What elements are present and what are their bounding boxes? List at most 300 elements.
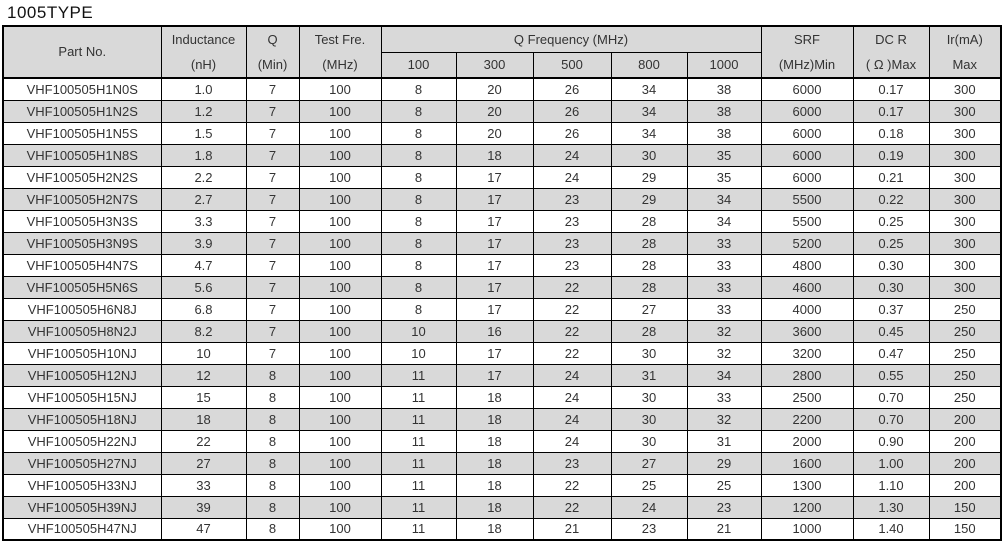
value-cell: 17 bbox=[456, 210, 533, 232]
value-cell: 1600 bbox=[761, 452, 853, 474]
table-row bbox=[3, 166, 1001, 188]
part-no-cell: VHF100505H8N2J bbox=[3, 320, 161, 342]
col-header-dcr-line1: DC R bbox=[875, 31, 907, 47]
value-cell: 7 bbox=[246, 122, 299, 144]
value-cell: 100 bbox=[299, 144, 381, 166]
value-cell: 23 bbox=[533, 254, 611, 276]
part-no-cell: VHF100505H12NJ bbox=[3, 364, 161, 386]
value-cell: 11 bbox=[381, 364, 456, 386]
value-cell: 7 bbox=[246, 276, 299, 298]
value-cell: 100 bbox=[299, 452, 381, 474]
col-header-srf-line2: (MHz)Min bbox=[778, 56, 836, 72]
value-cell: 11 bbox=[381, 496, 456, 518]
value-cell: 1.5 bbox=[161, 122, 246, 144]
value-cell: 0.17 bbox=[853, 78, 929, 100]
value-cell: 250 bbox=[929, 364, 1001, 386]
value-cell: 20 bbox=[456, 100, 533, 122]
value-cell: 17 bbox=[456, 364, 533, 386]
col-header-freq-800: 800 bbox=[611, 52, 687, 78]
value-cell: 11 bbox=[381, 518, 456, 540]
value-cell: 24 bbox=[533, 166, 611, 188]
part-no-cell: VHF100505H33NJ bbox=[3, 474, 161, 496]
value-cell: 150 bbox=[929, 496, 1001, 518]
value-cell: 150 bbox=[929, 518, 1001, 540]
value-cell: 100 bbox=[299, 408, 381, 430]
value-cell: 1.2 bbox=[161, 100, 246, 122]
table-row bbox=[3, 452, 1001, 474]
value-cell: 30 bbox=[611, 386, 687, 408]
value-cell: 23 bbox=[687, 496, 761, 518]
table-row bbox=[3, 188, 1001, 210]
value-cell: 16 bbox=[456, 320, 533, 342]
value-cell: 1.30 bbox=[853, 496, 929, 518]
value-cell: 20 bbox=[456, 122, 533, 144]
value-cell: 3.3 bbox=[161, 210, 246, 232]
value-cell: 100 bbox=[299, 518, 381, 540]
value-cell: 18 bbox=[456, 408, 533, 430]
value-cell: 8 bbox=[381, 276, 456, 298]
value-cell: 28 bbox=[611, 320, 687, 342]
value-cell: 100 bbox=[299, 188, 381, 210]
header-row-top bbox=[3, 26, 1001, 52]
value-cell: 8.2 bbox=[161, 320, 246, 342]
table-header bbox=[3, 26, 1001, 78]
value-cell: 23 bbox=[533, 232, 611, 254]
value-cell: 27 bbox=[161, 452, 246, 474]
value-cell: 38 bbox=[687, 78, 761, 100]
value-cell: 33 bbox=[161, 474, 246, 496]
value-cell: 100 bbox=[299, 276, 381, 298]
value-cell: 22 bbox=[533, 474, 611, 496]
value-cell: 300 bbox=[929, 78, 1001, 100]
table-row bbox=[3, 276, 1001, 298]
value-cell: 20 bbox=[456, 78, 533, 100]
value-cell: 27 bbox=[611, 452, 687, 474]
value-cell: 0.47 bbox=[853, 342, 929, 364]
table-row bbox=[3, 342, 1001, 364]
value-cell: 300 bbox=[929, 166, 1001, 188]
part-no-cell: VHF100505H22NJ bbox=[3, 430, 161, 452]
value-cell: 250 bbox=[929, 342, 1001, 364]
value-cell: 8 bbox=[381, 210, 456, 232]
value-cell: 21 bbox=[687, 518, 761, 540]
table-row bbox=[3, 518, 1001, 540]
part-no-cell: VHF100505H1N2S bbox=[3, 100, 161, 122]
value-cell: 2.7 bbox=[161, 188, 246, 210]
value-cell: 11 bbox=[381, 386, 456, 408]
value-cell: 4.7 bbox=[161, 254, 246, 276]
part-no-cell: VHF100505H39NJ bbox=[3, 496, 161, 518]
col-header-srf-line1: SRF bbox=[794, 31, 820, 47]
value-cell: 30 bbox=[611, 408, 687, 430]
value-cell: 33 bbox=[687, 298, 761, 320]
value-cell: 32 bbox=[687, 320, 761, 342]
value-cell: 8 bbox=[381, 166, 456, 188]
value-cell: 0.45 bbox=[853, 320, 929, 342]
value-cell: 200 bbox=[929, 408, 1001, 430]
col-header-freq-1000: 1000 bbox=[687, 52, 761, 78]
table-row bbox=[3, 122, 1001, 144]
value-cell: 300 bbox=[929, 188, 1001, 210]
value-cell: 32 bbox=[687, 408, 761, 430]
value-cell: 0.55 bbox=[853, 364, 929, 386]
value-cell: 33 bbox=[687, 276, 761, 298]
table-row bbox=[3, 254, 1001, 276]
col-header-test-fre-line2: (MHz) bbox=[322, 56, 358, 72]
value-cell: 6000 bbox=[761, 78, 853, 100]
col-header-q-frequency-group: Q Frequency (MHz) bbox=[381, 26, 761, 52]
value-cell: 100 bbox=[299, 496, 381, 518]
value-cell: 32 bbox=[687, 342, 761, 364]
value-cell: 0.17 bbox=[853, 100, 929, 122]
value-cell: 11 bbox=[381, 430, 456, 452]
table-row bbox=[3, 386, 1001, 408]
value-cell: 250 bbox=[929, 386, 1001, 408]
value-cell: 1.40 bbox=[853, 518, 929, 540]
value-cell: 8 bbox=[246, 474, 299, 496]
value-cell: 3200 bbox=[761, 342, 853, 364]
value-cell: 100 bbox=[299, 320, 381, 342]
value-cell: 100 bbox=[299, 78, 381, 100]
value-cell: 34 bbox=[687, 188, 761, 210]
value-cell: 0.70 bbox=[853, 408, 929, 430]
value-cell: 100 bbox=[299, 166, 381, 188]
table-row bbox=[3, 144, 1001, 166]
value-cell: 17 bbox=[456, 166, 533, 188]
value-cell: 7 bbox=[246, 298, 299, 320]
table-row bbox=[3, 364, 1001, 386]
value-cell: 2.2 bbox=[161, 166, 246, 188]
value-cell: 18 bbox=[456, 452, 533, 474]
value-cell: 17 bbox=[456, 188, 533, 210]
value-cell: 0.22 bbox=[853, 188, 929, 210]
value-cell: 1200 bbox=[761, 496, 853, 518]
part-no-cell: VHF100505H5N6S bbox=[3, 276, 161, 298]
value-cell: 8 bbox=[246, 430, 299, 452]
value-cell: 0.19 bbox=[853, 144, 929, 166]
col-header-srf bbox=[761, 26, 853, 78]
value-cell: 300 bbox=[929, 144, 1001, 166]
value-cell: 8 bbox=[381, 100, 456, 122]
value-cell: 4000 bbox=[761, 298, 853, 320]
value-cell: 25 bbox=[611, 474, 687, 496]
spec-table bbox=[2, 25, 1002, 541]
value-cell: 6000 bbox=[761, 122, 853, 144]
value-cell: 17 bbox=[456, 232, 533, 254]
value-cell: 22 bbox=[161, 430, 246, 452]
value-cell: 6000 bbox=[761, 144, 853, 166]
value-cell: 8 bbox=[381, 232, 456, 254]
part-no-cell: VHF100505H1N8S bbox=[3, 144, 161, 166]
part-no-cell: VHF100505H15NJ bbox=[3, 386, 161, 408]
value-cell: 24 bbox=[533, 408, 611, 430]
value-cell: 250 bbox=[929, 320, 1001, 342]
value-cell: 28 bbox=[611, 254, 687, 276]
value-cell: 35 bbox=[687, 166, 761, 188]
value-cell: 24 bbox=[533, 386, 611, 408]
value-cell: 300 bbox=[929, 122, 1001, 144]
col-header-ir-line1: Ir(mA) bbox=[946, 31, 983, 47]
value-cell: 250 bbox=[929, 298, 1001, 320]
value-cell: 29 bbox=[687, 452, 761, 474]
value-cell: 39 bbox=[161, 496, 246, 518]
table-row bbox=[3, 474, 1001, 496]
value-cell: 1.0 bbox=[161, 78, 246, 100]
value-cell: 5200 bbox=[761, 232, 853, 254]
col-header-inductance bbox=[161, 26, 246, 78]
value-cell: 23 bbox=[533, 188, 611, 210]
value-cell: 24 bbox=[533, 430, 611, 452]
value-cell: 28 bbox=[611, 276, 687, 298]
part-no-cell: VHF100505H6N8J bbox=[3, 298, 161, 320]
part-no-cell: VHF100505H27NJ bbox=[3, 452, 161, 474]
value-cell: 22 bbox=[533, 276, 611, 298]
value-cell: 7 bbox=[246, 320, 299, 342]
value-cell: 18 bbox=[456, 386, 533, 408]
value-cell: 10 bbox=[381, 320, 456, 342]
value-cell: 47 bbox=[161, 518, 246, 540]
value-cell: 34 bbox=[687, 210, 761, 232]
value-cell: 7 bbox=[246, 232, 299, 254]
value-cell: 300 bbox=[929, 276, 1001, 298]
value-cell: 31 bbox=[687, 430, 761, 452]
col-header-freq-100: 100 bbox=[381, 52, 456, 78]
value-cell: 8 bbox=[381, 78, 456, 100]
value-cell: 2500 bbox=[761, 386, 853, 408]
value-cell: 18 bbox=[161, 408, 246, 430]
value-cell: 23 bbox=[611, 518, 687, 540]
col-header-q-min-line1: Q bbox=[267, 31, 278, 47]
value-cell: 3.9 bbox=[161, 232, 246, 254]
value-cell: 4800 bbox=[761, 254, 853, 276]
value-cell: 30 bbox=[611, 430, 687, 452]
value-cell: 23 bbox=[533, 210, 611, 232]
value-cell: 30 bbox=[611, 342, 687, 364]
value-cell: 0.37 bbox=[853, 298, 929, 320]
part-no-cell: VHF100505H47NJ bbox=[3, 518, 161, 540]
value-cell: 0.70 bbox=[853, 386, 929, 408]
value-cell: 100 bbox=[299, 210, 381, 232]
value-cell: 22 bbox=[533, 298, 611, 320]
table-row bbox=[3, 408, 1001, 430]
value-cell: 3600 bbox=[761, 320, 853, 342]
value-cell: 300 bbox=[929, 254, 1001, 276]
value-cell: 11 bbox=[381, 408, 456, 430]
value-cell: 1.10 bbox=[853, 474, 929, 496]
value-cell: 8 bbox=[381, 122, 456, 144]
col-header-part-no bbox=[3, 26, 161, 78]
value-cell: 300 bbox=[929, 210, 1001, 232]
value-cell: 5.6 bbox=[161, 276, 246, 298]
table-row bbox=[3, 298, 1001, 320]
value-cell: 5500 bbox=[761, 188, 853, 210]
table-row bbox=[3, 100, 1001, 122]
value-cell: 10 bbox=[161, 342, 246, 364]
value-cell: 7 bbox=[246, 210, 299, 232]
value-cell: 100 bbox=[299, 100, 381, 122]
value-cell: 1.8 bbox=[161, 144, 246, 166]
value-cell: 22 bbox=[533, 496, 611, 518]
value-cell: 38 bbox=[687, 122, 761, 144]
table-row bbox=[3, 78, 1001, 100]
value-cell: 21 bbox=[533, 518, 611, 540]
value-cell: 0.21 bbox=[853, 166, 929, 188]
value-cell: 7 bbox=[246, 100, 299, 122]
value-cell: 34 bbox=[611, 78, 687, 100]
value-cell: 300 bbox=[929, 100, 1001, 122]
value-cell: 18 bbox=[456, 518, 533, 540]
value-cell: 0.25 bbox=[853, 210, 929, 232]
value-cell: 1.00 bbox=[853, 452, 929, 474]
value-cell: 22 bbox=[533, 342, 611, 364]
value-cell: 28 bbox=[611, 210, 687, 232]
value-cell: 30 bbox=[611, 144, 687, 166]
table-body bbox=[3, 78, 1001, 540]
col-header-freq-300: 300 bbox=[456, 52, 533, 78]
value-cell: 23 bbox=[533, 452, 611, 474]
value-cell: 2200 bbox=[761, 408, 853, 430]
col-header-q-min-line2: (Min) bbox=[257, 56, 288, 72]
table-row bbox=[3, 320, 1001, 342]
value-cell: 34 bbox=[687, 364, 761, 386]
value-cell: 7 bbox=[246, 78, 299, 100]
value-cell: 0.25 bbox=[853, 232, 929, 254]
part-no-cell: VHF100505H10NJ bbox=[3, 342, 161, 364]
value-cell: 35 bbox=[687, 144, 761, 166]
table-row bbox=[3, 496, 1001, 518]
value-cell: 34 bbox=[611, 122, 687, 144]
value-cell: 26 bbox=[533, 122, 611, 144]
value-cell: 29 bbox=[611, 188, 687, 210]
value-cell: 8 bbox=[381, 188, 456, 210]
col-header-inductance-line2: (nH) bbox=[190, 56, 217, 72]
value-cell: 18 bbox=[456, 144, 533, 166]
value-cell: 0.90 bbox=[853, 430, 929, 452]
value-cell: 8 bbox=[246, 518, 299, 540]
value-cell: 10 bbox=[381, 342, 456, 364]
value-cell: 18 bbox=[456, 474, 533, 496]
value-cell: 12 bbox=[161, 364, 246, 386]
value-cell: 100 bbox=[299, 474, 381, 496]
value-cell: 7 bbox=[246, 342, 299, 364]
value-cell: 2000 bbox=[761, 430, 853, 452]
value-cell: 100 bbox=[299, 386, 381, 408]
value-cell: 300 bbox=[929, 232, 1001, 254]
value-cell: 8 bbox=[246, 452, 299, 474]
value-cell: 0.30 bbox=[853, 254, 929, 276]
part-no-cell: VHF100505H3N9S bbox=[3, 232, 161, 254]
value-cell: 27 bbox=[611, 298, 687, 320]
value-cell: 200 bbox=[929, 430, 1001, 452]
value-cell: 22 bbox=[533, 320, 611, 342]
part-no-cell: VHF100505H1N0S bbox=[3, 78, 161, 100]
value-cell: 200 bbox=[929, 452, 1001, 474]
value-cell: 17 bbox=[456, 254, 533, 276]
value-cell: 0.30 bbox=[853, 276, 929, 298]
value-cell: 33 bbox=[687, 254, 761, 276]
value-cell: 8 bbox=[246, 364, 299, 386]
value-cell: 8 bbox=[246, 496, 299, 518]
value-cell: 8 bbox=[381, 144, 456, 166]
value-cell: 15 bbox=[161, 386, 246, 408]
value-cell: 11 bbox=[381, 474, 456, 496]
value-cell: 100 bbox=[299, 298, 381, 320]
value-cell: 25 bbox=[687, 474, 761, 496]
value-cell: 4600 bbox=[761, 276, 853, 298]
value-cell: 18 bbox=[456, 430, 533, 452]
table-row bbox=[3, 430, 1001, 452]
part-no-cell: VHF100505H2N2S bbox=[3, 166, 161, 188]
value-cell: 29 bbox=[611, 166, 687, 188]
value-cell: 100 bbox=[299, 342, 381, 364]
value-cell: 31 bbox=[611, 364, 687, 386]
value-cell: 28 bbox=[611, 232, 687, 254]
value-cell: 34 bbox=[611, 100, 687, 122]
value-cell: 1000 bbox=[761, 518, 853, 540]
value-cell: 8 bbox=[246, 408, 299, 430]
col-header-dcr bbox=[853, 26, 929, 78]
value-cell: 0.18 bbox=[853, 122, 929, 144]
part-no-cell: VHF100505H4N7S bbox=[3, 254, 161, 276]
value-cell: 6.8 bbox=[161, 298, 246, 320]
value-cell: 18 bbox=[456, 496, 533, 518]
value-cell: 17 bbox=[456, 276, 533, 298]
part-no-cell: VHF100505H2N7S bbox=[3, 188, 161, 210]
col-header-dcr-line2: ( Ω )Max bbox=[865, 56, 917, 72]
value-cell: 7 bbox=[246, 254, 299, 276]
value-cell: 5500 bbox=[761, 210, 853, 232]
value-cell: 100 bbox=[299, 364, 381, 386]
table-row bbox=[3, 210, 1001, 232]
value-cell: 100 bbox=[299, 430, 381, 452]
part-no-cell: VHF100505H18NJ bbox=[3, 408, 161, 430]
value-cell: 8 bbox=[381, 254, 456, 276]
value-cell: 17 bbox=[456, 342, 533, 364]
part-no-cell: VHF100505H1N5S bbox=[3, 122, 161, 144]
value-cell: 17 bbox=[456, 298, 533, 320]
value-cell: 7 bbox=[246, 144, 299, 166]
col-header-freq-500: 500 bbox=[533, 52, 611, 78]
value-cell: 100 bbox=[299, 122, 381, 144]
value-cell: 24 bbox=[611, 496, 687, 518]
value-cell: 100 bbox=[299, 232, 381, 254]
value-cell: 26 bbox=[533, 78, 611, 100]
value-cell: 8 bbox=[381, 298, 456, 320]
value-cell: 1300 bbox=[761, 474, 853, 496]
value-cell: 200 bbox=[929, 474, 1001, 496]
value-cell: 6000 bbox=[761, 100, 853, 122]
col-header-inductance-line1: Inductance bbox=[171, 31, 236, 47]
value-cell: 6000 bbox=[761, 166, 853, 188]
page-title: 1005TYPE bbox=[7, 3, 94, 22]
col-header-ir bbox=[929, 26, 1001, 78]
value-cell: 24 bbox=[533, 364, 611, 386]
value-cell: 26 bbox=[533, 100, 611, 122]
value-cell: 100 bbox=[299, 254, 381, 276]
value-cell: 33 bbox=[687, 232, 761, 254]
part-no-cell: VHF100505H3N3S bbox=[3, 210, 161, 232]
value-cell: 38 bbox=[687, 100, 761, 122]
col-header-ir-line2: Max bbox=[952, 56, 978, 72]
value-cell: 7 bbox=[246, 188, 299, 210]
value-cell: 33 bbox=[687, 386, 761, 408]
col-header-part-no-label: Part No. bbox=[58, 44, 107, 59]
col-header-test-fre-line1: Test Fre. bbox=[314, 31, 366, 47]
value-cell: 8 bbox=[246, 386, 299, 408]
value-cell: 24 bbox=[533, 144, 611, 166]
col-header-q-min bbox=[246, 26, 299, 78]
value-cell: 11 bbox=[381, 452, 456, 474]
